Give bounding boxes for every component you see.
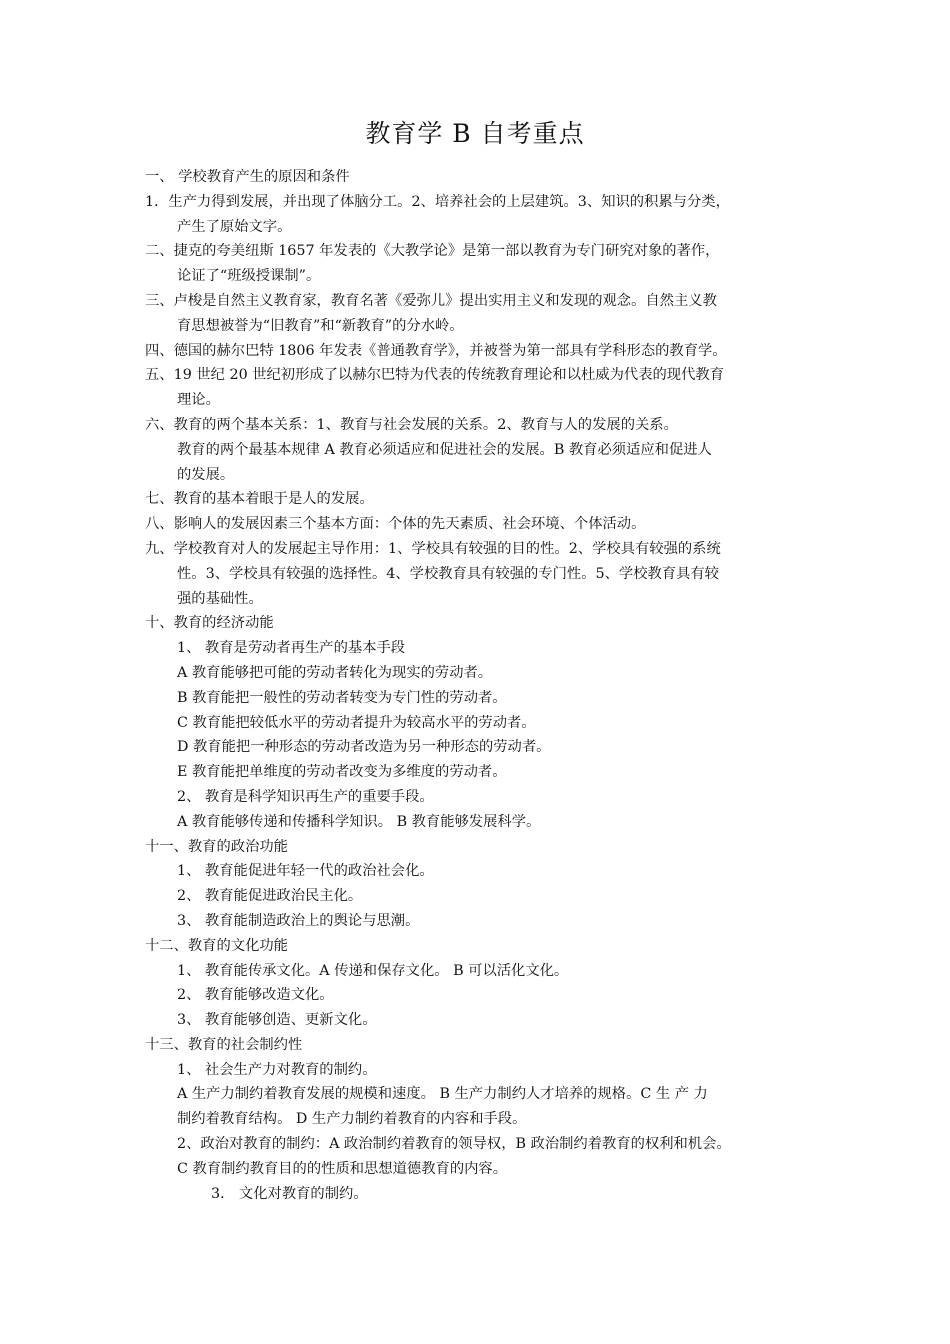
text-line: 的发展。: [177, 466, 235, 483]
text-line: B 教育能把一般性的劳动者转变为专门性的劳动者。: [177, 689, 507, 706]
text-line: 1、 教育是劳动者再生产的基本手段: [177, 640, 406, 657]
text-line: 3、 教育能够创造、更新文化。: [177, 1012, 377, 1029]
text-line: 2、政治对教育的制约：A 政治制约着教育的领导权，B 政治制约着教育的权利和机会。: [177, 1136, 731, 1153]
text-line: 十二、教育的文化功能: [145, 937, 288, 954]
text-line: 十、教育的经济动能: [145, 615, 274, 632]
text-line: 论证了“班级授课制”。: [177, 268, 321, 285]
text-line: 一、 学校教育产生的原因和条件: [145, 169, 350, 185]
text-line: 三、卢梭是自然主义教育家，教育名著《爱弥儿》提出实用主义和发现的观念。自然主义教: [145, 292, 717, 309]
text-line: 育思想被誉为“旧教育”和“新教育”的分水岭。: [177, 317, 464, 334]
text-line: C 教育制约教育目的的性质和思想道德教育的内容。: [177, 1160, 508, 1177]
text-line: E 教育能把单维度的劳动者改变为多维度的劳动者。: [177, 764, 507, 781]
text-line: D 教育能把一种形态的劳动者改造为另一种形态的劳动者。: [177, 739, 551, 756]
text-line: 3、 教育能制造政治上的舆论与思潮。: [177, 912, 420, 929]
text-line: 五、19 世纪 20 世纪初形成了以赫尔巴特为代表的传统教育理论和以杜威为代表的现代教育: [145, 367, 724, 384]
text-line: 1、 教育能传承文化。A 传递和保存文化。 B 可以活化文化。: [177, 962, 569, 979]
text-line: C 教育能把较低水平的劳动者提升为较高水平的劳动者。: [177, 714, 536, 731]
text-line: 1、 社会生产力对教育的制约。: [177, 1061, 377, 1078]
text-line: 理论。: [177, 392, 220, 409]
text-line: 十一、教育的政治功能: [145, 838, 288, 855]
document-body: [145, 165, 810, 1206]
text-line: 2、 教育是科学知识再生产的重要手段。: [177, 788, 434, 805]
text-line: 二、捷克的夸美纽斯 1657 年发表的《大教学论》是第一部以教育为专门研究对象的著作，: [145, 243, 720, 260]
text-line: 教育的两个最基本规律 A 教育必须适应和促进社会的发展。B 教育必须适应和促进人: [177, 441, 712, 458]
text-line: 1、 教育能促进年轻一代的政治社会化。: [177, 863, 434, 880]
text-line: 十三、教育的社会制约性: [145, 1036, 303, 1053]
text-line: 2、 教育能够改造文化。: [177, 987, 334, 1004]
text-line: 3． 文化对教育的制约。: [211, 1185, 368, 1202]
text-line: 七、教育的基本着眼于是人的发展。: [145, 491, 374, 508]
text-line: 四、德国的赫尔巴特 1806 年发表《普通教育学》，并被誉为第一部具有学科形态的教育学。: [145, 342, 727, 359]
text-line: 八、影响人的发展因素三个基本方面：个体的先天素质、社会环境、个体活动。: [145, 516, 646, 533]
text-line: A 教育能够把可能的劳动者转化为现实的劳动者。: [177, 664, 493, 681]
text-line: 2、 教育能促进政治民主化。: [177, 888, 363, 905]
text-line: A 生产力制约着教育发展的规模和速度。 B 生产力制约人才培养的规格。C 生 产 力: [177, 1086, 708, 1103]
text-line: 九、学校教育对人的发展起主导作用：1、学校具有较强的目的性。2、学校具有较强的系统: [145, 540, 721, 557]
text-line: 1．生产力得到发展，并出现了体脑分工。2、培养社会的上层建筑。3、知识的积累与分类，: [145, 193, 730, 210]
text-line: 制约着教育结构。 D 生产力制约着教育的内容和手段。: [177, 1111, 527, 1128]
text-line: 性。3、学校具有较强的选择性。4、学校教育具有较强的专门性。5、学校教育具有较: [177, 565, 719, 582]
text-line: A 教育能够传递和传播科学知识。 B 教育能够发展科学。: [177, 813, 541, 830]
text-line: 强的基础性。: [177, 590, 263, 607]
text-line: 六、教育的两个基本关系：1、教育与社会发展的关系。2、教育与人的发展的关系。: [145, 416, 678, 433]
text-line: 产生了原始文字。: [177, 218, 292, 235]
page-title: 教育学 B 自考重点: [365, 119, 585, 148]
